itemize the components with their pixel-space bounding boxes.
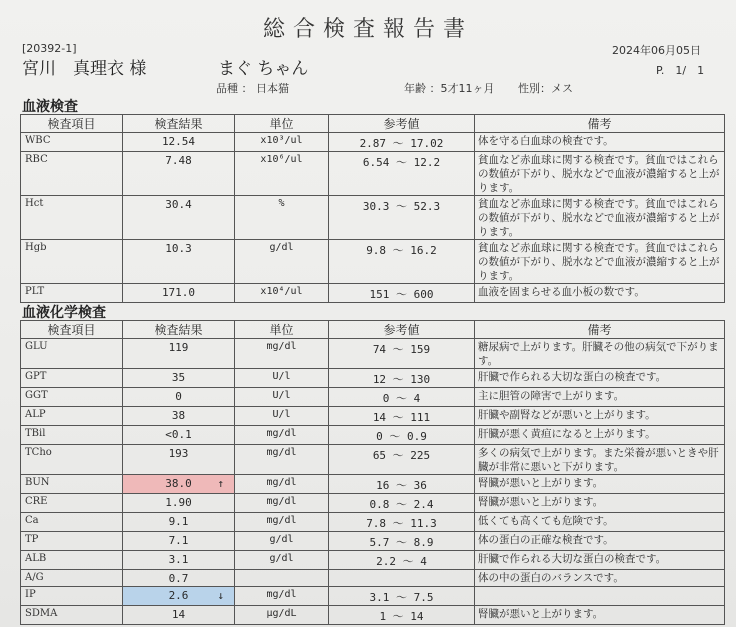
blood-test-table (20, 114, 725, 303)
header-item: 検査項目 (21, 321, 123, 339)
result-value: 2.6 (168, 589, 189, 602)
test-result (123, 570, 235, 587)
table-row (21, 494, 725, 513)
test-reference: 1 ～ 14 (329, 606, 475, 625)
test-item: A/G (21, 570, 123, 587)
table-row (21, 606, 725, 625)
test-result (123, 133, 235, 152)
test-result (123, 606, 235, 625)
test-result (123, 407, 235, 426)
test-reference (329, 570, 475, 587)
test-result (123, 240, 235, 284)
test-result (123, 445, 235, 475)
test-unit: g/dl (235, 551, 329, 570)
test-unit: mg/dl (235, 494, 329, 513)
test-unit: μg/dL (235, 606, 329, 625)
result-value: 0.7 (168, 572, 189, 585)
arrow-up-icon: ↑ (217, 477, 224, 490)
pet-name: まぐ ちゃん (218, 59, 309, 79)
test-reference: 6.54 ～ 12.2 (329, 152, 475, 196)
test-note: 主に胆管の障害で上がります。 (475, 388, 725, 407)
test-item: IP (21, 587, 123, 606)
result-value: 35 (171, 371, 186, 384)
test-item: TBil (21, 426, 123, 445)
test-result (123, 532, 235, 551)
header-reference: 参考値 (329, 115, 475, 133)
test-item: Ca (21, 513, 123, 532)
result-value: 9.1 (168, 515, 189, 528)
table-row (21, 133, 725, 152)
table-row (21, 551, 725, 570)
test-result (123, 513, 235, 532)
test-item: PLT (21, 284, 123, 303)
report-date: 2024年06月05日 (612, 44, 701, 57)
test-reference: 7.8 ～ 11.3 (329, 513, 475, 532)
test-note: 多くの病気で上がります。また栄養が悪いときや肝臓が非常に悪いと下がります。 (475, 445, 725, 475)
test-unit: g/dl (235, 532, 329, 551)
test-result (123, 475, 235, 494)
table-row (21, 445, 725, 475)
age: 年齢 ：5才11ヶ月 (404, 82, 495, 95)
page-number: P. 1/ 1 (656, 64, 705, 77)
test-note: 腎臓が悪いと上がります。 (475, 494, 725, 513)
test-unit: U/l (235, 388, 329, 407)
table-row (21, 587, 725, 606)
test-reference: 5.7 ～ 8.9 (329, 532, 475, 551)
test-item: ALB (21, 551, 123, 570)
test-note: 肝臓が悪く黄疸になると上がります。 (475, 426, 725, 445)
header-note: 備考 (475, 321, 725, 339)
result-value: 171.0 (161, 286, 196, 299)
header-unit: 単位 (235, 115, 329, 133)
test-unit: x10⁴/ul (235, 284, 329, 303)
test-reference: 0 ～ 0.9 (329, 426, 475, 445)
test-item: ALP (21, 407, 123, 426)
table-row (21, 407, 725, 426)
test-unit: U/l (235, 407, 329, 426)
patient-id: [20392-1] (22, 42, 77, 55)
test-note: 貧血など赤血球に関する検査です。貧血ではこれらの数値が下がり、脱水などで血液が濃縮すると上がります。 (475, 152, 725, 196)
table-row (21, 240, 725, 284)
test-unit: x10³/ul (235, 133, 329, 152)
result-value: 7.48 (165, 154, 192, 167)
test-reference: 30.3 ～ 52.3 (329, 196, 475, 240)
test-note: 肝臓で作られる大切な蛋白の検査です。 (475, 551, 725, 570)
test-item: BUN (21, 475, 123, 494)
result-value: 14 (171, 608, 186, 621)
test-reference: 2.87 ～ 17.02 (329, 133, 475, 152)
test-result (123, 196, 235, 240)
test-unit: mg/dl (235, 339, 329, 369)
sex: 性別：メス (518, 82, 573, 95)
result-value: <0.1 (165, 428, 192, 441)
table-row (21, 152, 725, 196)
table-row (21, 513, 725, 532)
test-unit: mg/dl (235, 426, 329, 445)
test-note (475, 587, 725, 606)
arrow-down-icon: ↓ (217, 589, 224, 602)
test-unit: U/l (235, 369, 329, 388)
test-item: GPT (21, 369, 123, 388)
test-note: 体の蛋白の正確な検査です。 (475, 532, 725, 551)
test-unit (235, 570, 329, 587)
test-unit: mg/dl (235, 587, 329, 606)
owner-name: 宮川 真理衣 様 (22, 59, 147, 79)
chem-test-title: 血液化学検査 (22, 305, 106, 321)
test-reference: 14 ～ 111 (329, 407, 475, 426)
result-value: 1.90 (165, 496, 192, 509)
table-row (21, 570, 725, 587)
test-reference: 0.8 ～ 2.4 (329, 494, 475, 513)
test-result (123, 152, 235, 196)
test-note: 腎臓が悪いと上がります。 (475, 475, 725, 494)
result-value: 7.1 (168, 534, 189, 547)
result-value: 0 (175, 390, 182, 403)
test-unit: g/dl (235, 240, 329, 284)
test-reference: 3.1 ～ 7.5 (329, 587, 475, 606)
test-item: Hct (21, 196, 123, 240)
test-note: 血液を固まらせる血小板の数です。 (475, 284, 725, 303)
test-item: SDMA (21, 606, 123, 625)
result-value: 38 (171, 409, 186, 422)
test-item: TCho (21, 445, 123, 475)
test-reference: 12 ～ 130 (329, 369, 475, 388)
test-note: 体の中の蛋白のバランスです。 (475, 570, 725, 587)
test-unit: x10⁶/ul (235, 152, 329, 196)
test-note: 低くても高くても危険です。 (475, 513, 725, 532)
header-unit: 単位 (235, 321, 329, 339)
test-note: 体を守る白血球の検査です。 (475, 133, 725, 152)
test-result (123, 284, 235, 303)
table-row (21, 284, 725, 303)
table-row (21, 475, 725, 494)
test-result (123, 587, 235, 606)
chem-test-table (20, 320, 725, 625)
test-note: 貧血など赤血球に関する検査です。貧血ではこれらの数値が下がり、脱水などで血液が濃縮すると上がります。 (475, 196, 725, 240)
table-row (21, 196, 725, 240)
result-value: 3.1 (168, 553, 189, 566)
table-row (21, 369, 725, 388)
result-value: 38.0 (165, 477, 192, 490)
table-row (21, 426, 725, 445)
header-item: 検査項目 (21, 115, 123, 133)
table-row (21, 388, 725, 407)
result-value: 10.3 (165, 242, 192, 255)
test-result (123, 388, 235, 407)
header-result: 検査結果 (123, 321, 235, 339)
table-row (21, 339, 725, 369)
result-value: 119 (168, 341, 189, 354)
blood-test-title: 血液検査 (22, 99, 78, 115)
test-note: 肝臓や副腎などが悪いと上がります。 (475, 407, 725, 426)
test-unit: mg/dl (235, 445, 329, 475)
result-value: 193 (168, 447, 189, 460)
test-item: Hgb (21, 240, 123, 284)
report-title: 総合検査報告書 (262, 17, 473, 42)
test-result (123, 494, 235, 513)
test-result (123, 339, 235, 369)
test-item: RBC (21, 152, 123, 196)
test-item: WBC (21, 133, 123, 152)
test-reference: 2.2 ～ 4 (329, 551, 475, 570)
header-reference: 参考値 (329, 321, 475, 339)
test-item: TP (21, 532, 123, 551)
test-item: CRE (21, 494, 123, 513)
test-result (123, 369, 235, 388)
test-item: GGT (21, 388, 123, 407)
test-reference: 74 ～ 159 (329, 339, 475, 369)
test-note: 腎臓が悪いと上がります。 (475, 606, 725, 625)
header-result: 検査結果 (123, 115, 235, 133)
result-value: 30.4 (165, 198, 192, 211)
result-value: 12.54 (161, 135, 196, 148)
table-row (21, 532, 725, 551)
test-reference: 0 ～ 4 (329, 388, 475, 407)
test-unit: % (235, 196, 329, 240)
test-reference: 16 ～ 36 (329, 475, 475, 494)
test-reference: 9.8 ～ 16.2 (329, 240, 475, 284)
test-result (123, 551, 235, 570)
test-item: GLU (21, 339, 123, 369)
header-note: 備考 (475, 115, 725, 133)
test-note: 肝臓で作られる大切な蛋白の検査です。 (475, 369, 725, 388)
test-reference: 151 ～ 600 (329, 284, 475, 303)
breed: 品種 ： 日本猫 (216, 82, 289, 95)
test-reference: 65 ～ 225 (329, 445, 475, 475)
test-note: 貧血など赤血球に関する検査です。貧血ではこれらの数値が下がり、脱水などで血液が濃縮すると上がります。 (475, 240, 725, 284)
test-unit: mg/dl (235, 513, 329, 532)
test-note: 糖尿病で上がります。肝臓その他の病気で下がります。 (475, 339, 725, 369)
test-unit: mg/dl (235, 475, 329, 494)
test-result (123, 426, 235, 445)
